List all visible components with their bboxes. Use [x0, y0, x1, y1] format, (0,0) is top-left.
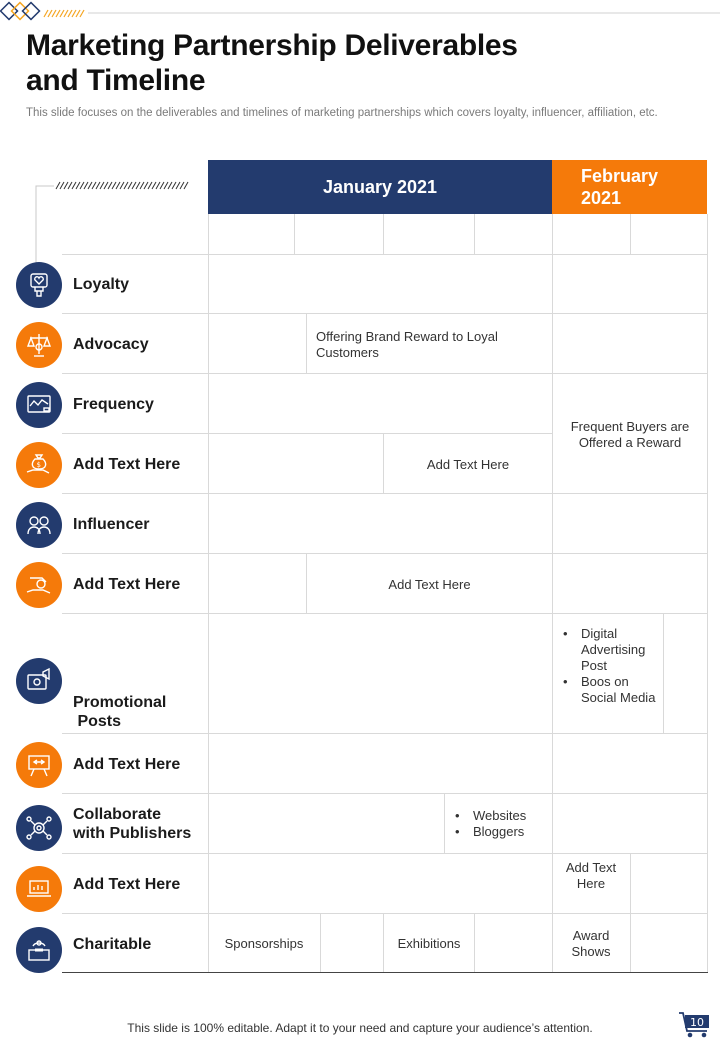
- sponsorships-cell: Sponsorships: [224, 936, 304, 951]
- add-text-cell-6: Add Text Here: [388, 577, 471, 592]
- row-label-frequency: Frequency: [73, 396, 154, 413]
- page-title: Marketing Partnership Deliverables and Timeline: [26, 29, 518, 97]
- advocacy-cell: Offering Brand Reward to Loyal Customers: [316, 329, 498, 360]
- svg-text:$: $: [36, 461, 41, 469]
- row-label-add-text-10: Add Text Here: [73, 876, 181, 893]
- add-text-cell-10: Add Text Here: [565, 860, 617, 891]
- row-label-add-text-8: Add Text Here: [73, 756, 181, 773]
- advocacy-scales-icon: [16, 322, 62, 368]
- row-label-collaborate-publishers: Collaborate with Publishers: [73, 806, 192, 842]
- hand-coins-icon: [16, 562, 62, 608]
- corner-decoration-icon: [0, 0, 720, 24]
- row-label-loyalty: Loyalty: [73, 276, 130, 293]
- footer-note: This slide is 100% editable. Adapt it to your need and capture your audience’s attention.: [127, 1021, 593, 1035]
- list-item: • Bloggers: [455, 824, 550, 840]
- award-shows-cell: Award Shows: [571, 928, 611, 959]
- donation-box-icon: [16, 927, 62, 973]
- frequency-monitor-icon: [16, 382, 62, 428]
- list-item: • Websites: [455, 808, 550, 824]
- exhibitions-cell: Exhibitions: [397, 936, 461, 951]
- month-header-january: January 2021: [208, 160, 552, 214]
- list-item: • Digital Advertising Post: [563, 626, 661, 674]
- list-item: • Boos on Social Media: [563, 674, 661, 706]
- hatch-decoration: [30, 176, 200, 266]
- page-subtitle: This slide focuses on the deliverables and timelines of marketing partnerships which covers loyalty, influencer, affiliation, etc.: [26, 107, 658, 119]
- promotional-cell-list: [563, 626, 661, 706]
- row-label-promotional-posts: Promotional Posts: [73, 694, 167, 730]
- row-label-charitable: Charitable: [73, 936, 152, 953]
- network-gear-icon: [16, 805, 62, 851]
- influencer-people-icon: [16, 502, 62, 548]
- row-label-influencer: Influencer: [73, 516, 150, 533]
- month-header-february: February 2021: [552, 160, 707, 214]
- frequency-cell: Frequent Buyers are Offered a Reward: [570, 419, 690, 450]
- megaphone-screen-icon: [16, 658, 62, 704]
- money-bag-hand-icon: [16, 442, 62, 488]
- row-label-add-text-6: Add Text Here: [73, 576, 181, 593]
- row-label-add-text-4: Add Text Here: [73, 456, 181, 473]
- loyalty-hand-heart-icon: [16, 262, 62, 308]
- laptop-chart-icon: [16, 866, 62, 912]
- collaborate-cell-list: [455, 808, 550, 840]
- row-label-advocacy: Advocacy: [73, 336, 149, 353]
- presentation-board-icon: [16, 742, 62, 788]
- add-text-cell-4: Add Text Here: [426, 457, 510, 472]
- page-number: 10: [678, 1010, 712, 1040]
